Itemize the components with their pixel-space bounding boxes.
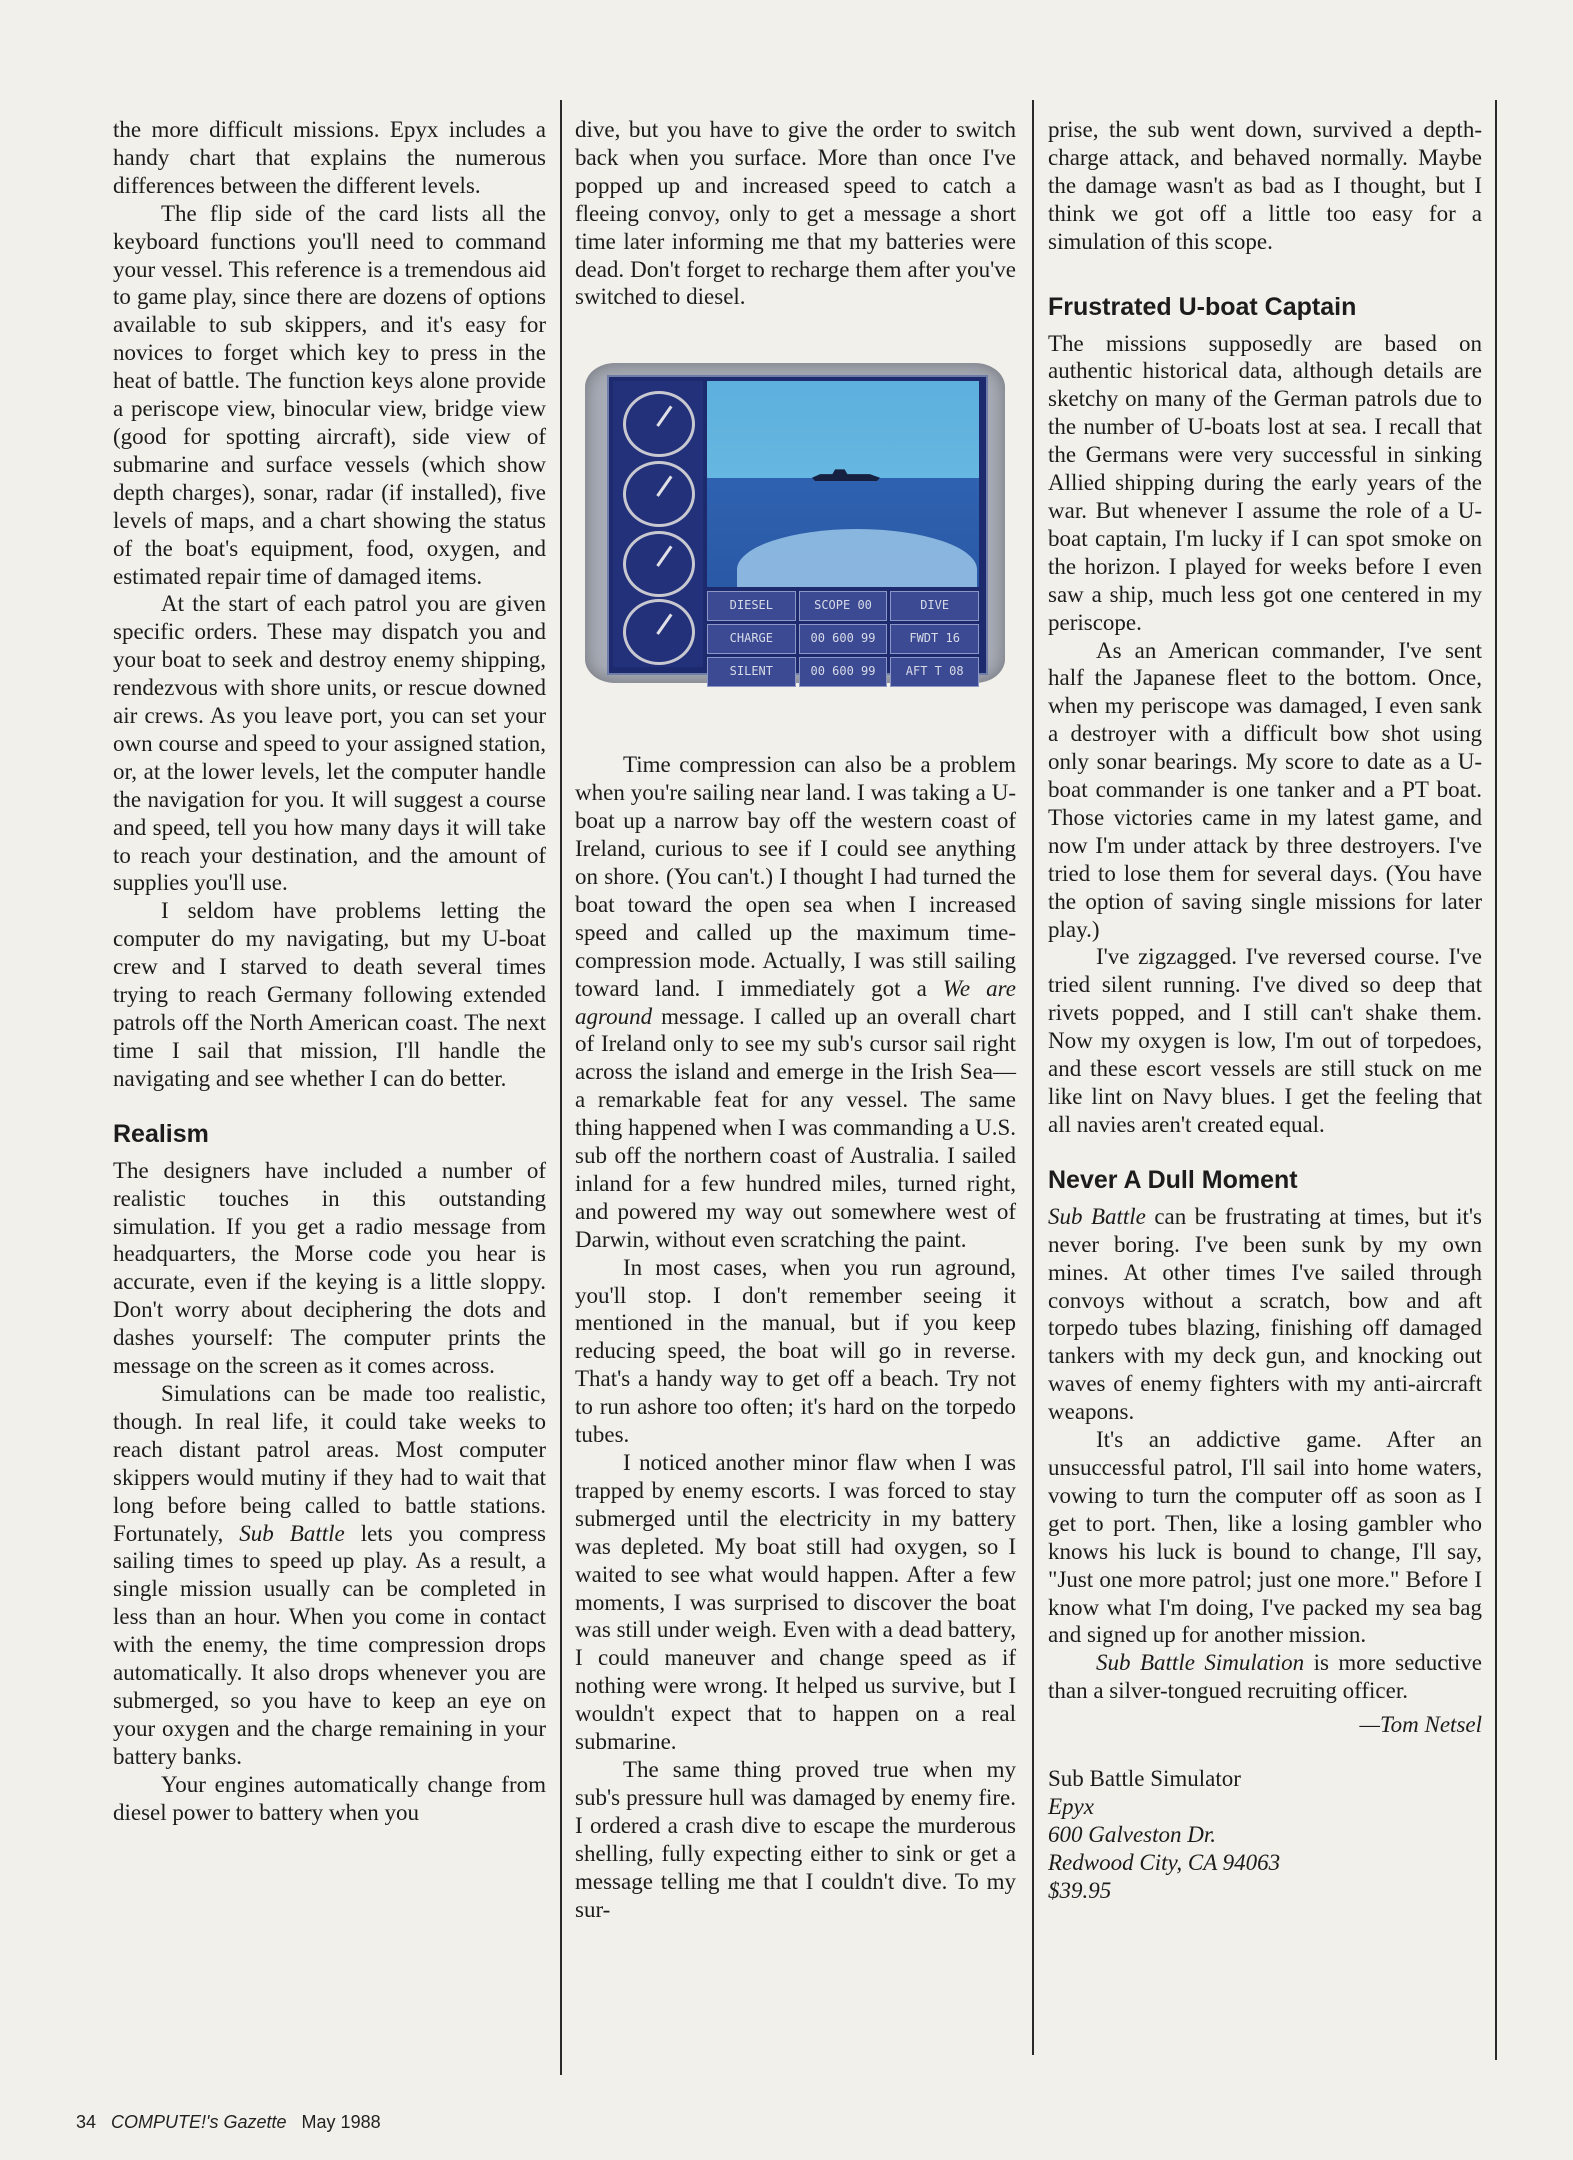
column-rule-left xyxy=(560,100,562,2075)
paragraph: Simulations can be made too realistic, though. In real life, it could take weeks to reach distant patrol areas. Most computer skippers would mutiny if they had to wait that long before being called to battle stations. Fortunately, Sub Battle lets you compress sailing times to speed up play. As a result, a single mission usually can be completed in less than an hour. When you come in contact with the enemy, the time compression drops automatically. It also drops whenever you are submerged, so you have to keep an eye on your oxygen and the charge remaining in your battery banks. xyxy=(113,1380,546,1769)
author-signature: —Tom Netsel xyxy=(1359,1712,1482,1738)
paragraph: The missions supposedly are based on authentic historical data, although details are sketchy on many of the German patrols due to the number of U-boats lost at sea. I recall that the Germans were very successful in sinking Allied shipping during the early years of the war. But whenever I assume the role of a U-boat captain, I'm lucky if I can spot smoke on the horizon. I played for weeks before I even saw a ship, much less got one centered in my periscope. xyxy=(1048,330,1482,635)
status-cell: FWDT 16 xyxy=(890,624,979,654)
status-cell: 00 600 99 xyxy=(799,657,888,687)
status-cell: 00 600 99 xyxy=(799,624,888,654)
sub-deck xyxy=(737,529,977,587)
status-panel xyxy=(707,591,979,679)
page-footer xyxy=(76,2112,391,2133)
magazine-name: COMPUTE!'s Gazette xyxy=(111,2112,287,2132)
issue-date: May 1988 xyxy=(301,2112,381,2132)
paragraph: At the start of each patrol you are given specific orders. These may dispatch you and your boat to seek and destroy enemy shipping, rendezvous with shore units, or rescue downed air crews. As you leave port, you can set your own course and speed to your assigned station, or, at the lower levels, let the computer handle the navigation for you. It will suggest a course and speed, tell you how many days it will take to reach your destination, and the amount of supplies you'll use. xyxy=(113,591,546,896)
paragraph: Time compression can also be a problem when you're sailing near land. I was taking a U-boat up a narrow bay off the western coast of Ireland, curious to see if I could see anything on shore. (You can't.) I thought I had turned the boat toward the open sea when I increased speed and called up the maximum time-compression mode. Actually, I was still sailing toward land. I immediately got a We are aground message. I called up an overall chart of Ireland only to see my sub's cursor sail right across the island and emerge in the Irish Sea—a remarkable feat for any vessel. The same thing happened when I was commanding a U.S. sub off the northern coast of Australia. I sailed inland for a few hundred miles, turned right, and powered my way out somewhere west of Darwin, without even scratching the paint. xyxy=(575,752,1016,1252)
paragraph: prise, the sub went down, survived a depth-charge attack, and behaved normally. Maybe the damage wasn't as bad as I thought, but I think we got off a little too easy for a simulation of this scope. xyxy=(1048,117,1482,254)
city-address: Redwood City, CA 94063 xyxy=(1048,1850,1281,1876)
product-credits xyxy=(1048,1765,1482,1905)
paragraph: The flip side of the card lists all the keyboard functions you'll need to command your vessel. This reference is a tremendous aid to game play, since there are dozens of options available to sub skippers, and it's easy for novices to forget which key to press in the heat of battle. The function keys alone provide a periscope view, binocular view, bridge view (good for spotting aircraft), side view of submarine and surface vessels (which show depth charges), sonar, radar (if installed), five levels of maps, and a chart showing the status of the boat's equipment, food, oxygen, and estimated repair time of damaged items. xyxy=(113,200,546,589)
column-2 xyxy=(575,116,1016,1923)
paragraph: Sub Battle Simulation is more seductive than a silver-tongued recruiting officer. xyxy=(1048,1650,1482,1704)
paragraph: the more difficult missions. Epyx includes a handy chart that explains the numerous differences between the different levels. xyxy=(113,117,546,198)
status-cell: DIESEL xyxy=(707,591,796,621)
gauge-panel xyxy=(613,381,703,667)
paragraph: dive, but you have to give the order to switch back when you surface. More than once I've popped up and increased speed to catch a fleeing convoy, only to get a message a short time later informing me that my batteries were dead. Don't forget to recharge them after you've switched to diesel. xyxy=(575,117,1016,310)
ship-icon xyxy=(812,469,880,481)
game-screen xyxy=(607,375,988,679)
paragraph: Your engines automatically change from diesel power to battery when you xyxy=(113,1771,546,1825)
gauge-icon xyxy=(623,391,695,457)
gauge-icon xyxy=(623,461,695,527)
product-name: Sub Battle Simulator xyxy=(1048,1766,1241,1792)
page-number: 34 xyxy=(76,2112,97,2132)
paragraph: In most cases, when you run aground, you'll stop. I don't remember seeing it mentioned in the manual, but if you keep reducing speed, the boat will go in reverse. That's a handy way to get off a beach. Try not to run ashore too often; it's hard on the torpedo tubes. xyxy=(575,1254,1016,1448)
paragraph: As an American commander, I've sent half the Japanese fleet to the bottom. Once, when my periscope was damaged, I even sank a destroyer with a difficult bow shot using only sonar bearings. My score to date as a U-boat commander is one tanker and a PT boat. Those victories came in my latest game, and now I'm under attack by three destroyers. I've tried to lose them for several days. (You have the option of saving single missions for later play.) xyxy=(1048,637,1482,942)
status-cell: AFT T 08 xyxy=(890,657,979,687)
status-cell: CHARGE xyxy=(707,624,796,654)
paragraph: I've zigzagged. I've reversed course. I've tried silent running. I've dived so deep that rivets popped, and I still can't shake them. Now my oxygen is low, I'm out of torpedoes, and these escort vessels are still stuck on me like lint on Navy blues. I get the feeling that all navies aren't created equal. xyxy=(1048,944,1482,1137)
gauge-icon xyxy=(623,599,695,665)
column-rule-middle xyxy=(1032,100,1034,2055)
paragraph: Sub Battle can be frustrating at times, but it's never boring. I've been sunk by my own mines. At other times I've sailed through convoys without a scratch, bow and aft torpedo tubes blazing, finishing off damaged tankers with my deck gun, and knocking out waves of enemy fighters with my anti-aircraft weapons. xyxy=(1048,1203,1482,1425)
gauge-icon xyxy=(623,531,695,597)
periscope-view xyxy=(707,381,979,587)
message-text: We are aground xyxy=(575,975,1016,1029)
paragraph: I seldom have problems letting the computer do my navigating, but my U-boat crew and I starved to death several times trying to reach Germany following extended patrols off the North American coast. The next time I sail that mission, I'll handle the navigating and see whether I can do better. xyxy=(113,898,546,1091)
publisher: Epyx xyxy=(1048,1794,1094,1820)
section-heading-realism: Realism xyxy=(113,1119,209,1148)
game-title: Sub Battle xyxy=(239,1520,345,1546)
column-3 xyxy=(1048,116,1482,1905)
street-address: 600 Galveston Dr. xyxy=(1048,1822,1217,1848)
status-cell: SILENT xyxy=(707,657,796,687)
paragraph: It's an addictive game. After an unsuccessful patrol, I'll sail into home waters, vowing to turn the computer off as soon as I get to port. Then, like a losing gambler who knows his luck is bound to change, I'll say, "Just one more patrol; just one more." Before I know what I'm doing, I've packed my sea bag and signed up for another mission. xyxy=(1048,1427,1482,1648)
paragraph: The designers have included a number of realistic touches in this outstanding simulation. If you get a radio message from headquarters, the Morse code you hear is accurate, even if the keying is a little sloppy. Don't worry about deciphering the dots and dashes yourself: The computer prints the message on the screen as it comes across. xyxy=(113,1157,546,1379)
column-rule-right xyxy=(1495,100,1497,2060)
section-heading-never: Never A Dull Moment xyxy=(1048,1165,1298,1194)
column-1 xyxy=(113,116,546,1826)
paragraph: The same thing proved true when my sub's pressure hull was damaged by enemy fire. I ordered a crash dive to escape the murderous shelling, fully expecting either to sink or get a message telling me that I couldn't dive. To my sur- xyxy=(575,1756,1016,1922)
section-heading-frustrated: Frustrated U-boat Captain xyxy=(1048,292,1357,321)
game-screenshot xyxy=(585,363,1005,683)
game-title: Sub Battle Simulation xyxy=(1096,1650,1305,1676)
status-cell: SCOPE 00 xyxy=(799,591,888,621)
paragraph: I noticed another minor flaw when I was trapped by enemy escorts. I was forced to stay submerged until the electricity in my battery was depleted. My boat still had oxygen, so I waited to see what would happen. After a few moments, I was surprised to discover the boat was still under weigh. Even with a dead battery, I could maneuver and change speed as if nothing were wrong. It helped us survive, but I wouldn't expect that to happen on a real submarine. xyxy=(575,1450,1016,1755)
game-title: Sub Battle xyxy=(1048,1203,1146,1229)
price: $39.95 xyxy=(1048,1878,1112,1904)
status-cell: DIVE xyxy=(890,591,979,621)
